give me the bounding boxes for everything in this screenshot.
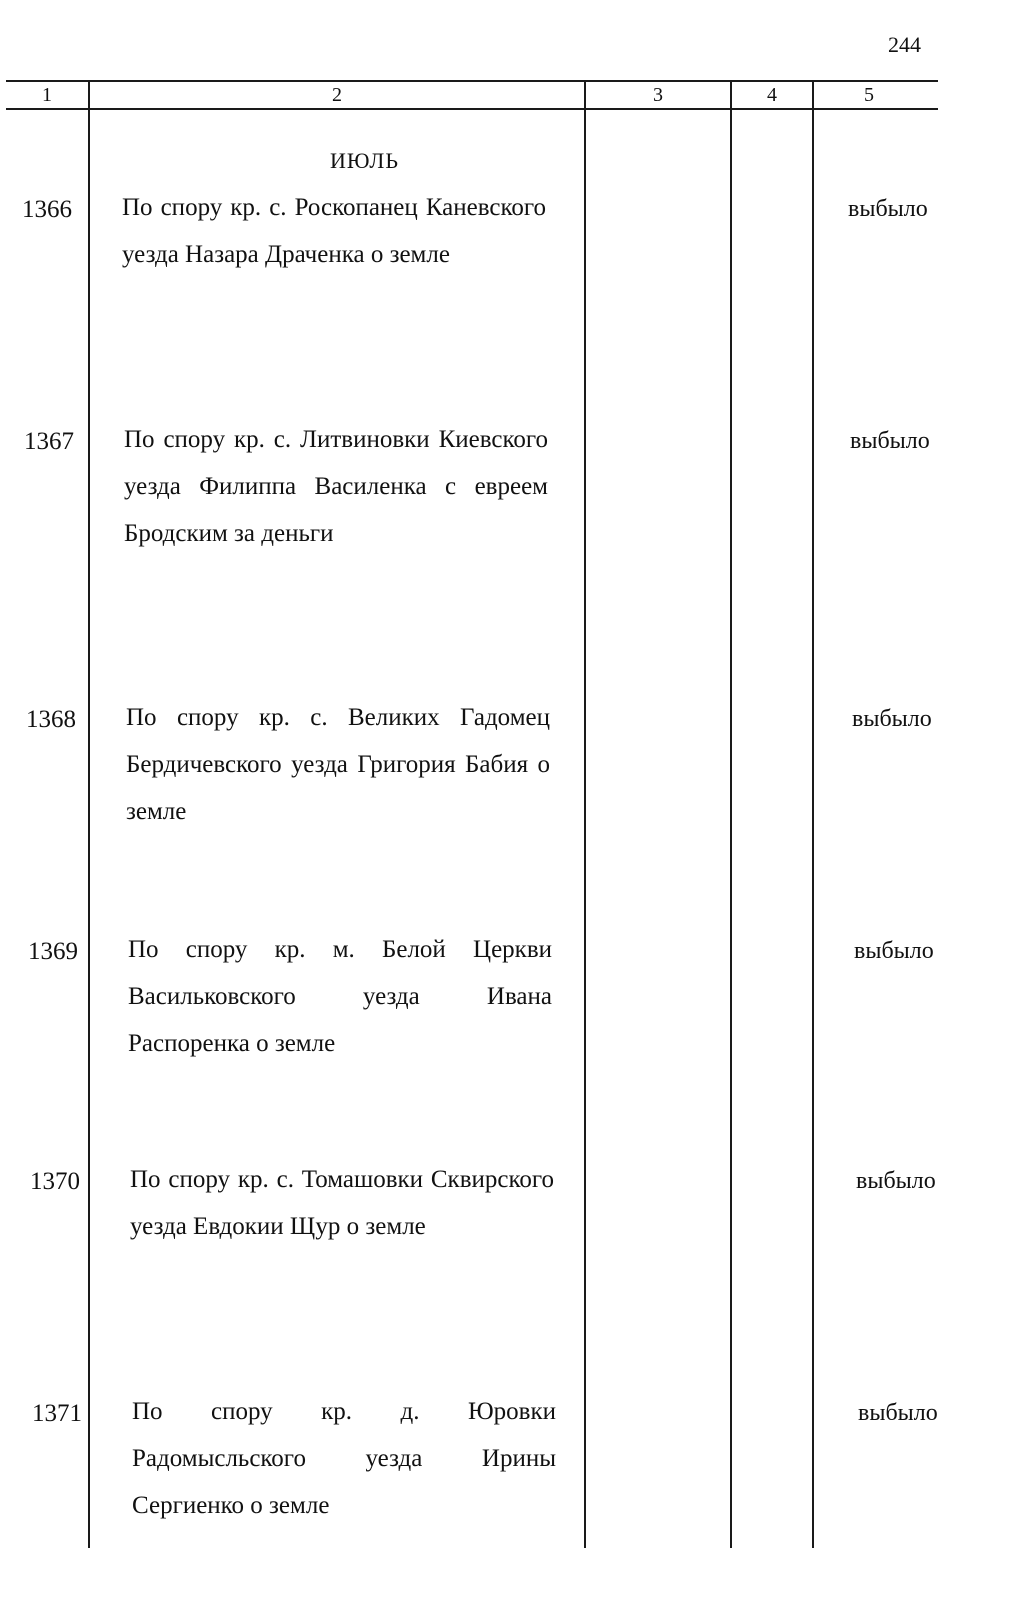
row-number: 1366 [22, 196, 72, 223]
row-status: выбыло [848, 196, 928, 222]
header-col-2: 2 [332, 84, 342, 106]
row-number: 1370 [30, 1168, 80, 1195]
column-divider-3 [730, 80, 732, 1548]
month-heading: ИЮЛЬ [330, 148, 399, 173]
column-divider-4 [812, 80, 814, 1548]
header-col-1: 1 [42, 84, 52, 106]
row-status: выбыло [856, 1168, 936, 1194]
row-description: По спору кр. д. Юровки Радомысльского уезда Ирины Сергиенко о земле [132, 1398, 556, 1519]
row-status: выбыло [852, 706, 932, 732]
header-col-3: 3 [653, 84, 663, 106]
header-col-4: 4 [767, 84, 777, 106]
column-divider-2 [584, 80, 586, 1548]
row-number: 1371 [32, 1400, 82, 1427]
row-description: По спору кр. с. Великих Гадомец Бердичевского уезда Григория Бабия о земле [126, 704, 550, 825]
header-col-5: 5 [864, 84, 874, 106]
row-number: 1368 [26, 706, 76, 733]
row-status: выбыло [854, 938, 934, 964]
row-status: выбыло [858, 1400, 938, 1426]
row-number: 1367 [24, 428, 74, 455]
row-description: По спору кр. с. Томашовки Сквирского уезда Евдокии Щур о земле [130, 1166, 554, 1240]
table-top-rule [6, 80, 938, 82]
column-divider-1 [88, 80, 90, 1548]
row-status: выбыло [850, 428, 930, 454]
row-number: 1369 [28, 938, 78, 965]
row-description: По спору кр. м. Белой Церкви Васильковского уезда Ивана Распоренка о земле [128, 936, 552, 1057]
row-description: По спору кр. с. Роскопанец Каневского уезда Назара Драченка о земле [122, 194, 546, 268]
header-bottom-rule [6, 108, 938, 110]
page-number: 244 [888, 32, 921, 57]
row-description: По спору кр. с. Литвиновки Киевского уезда Филиппа Василенка с евреем Бродским за деньги [124, 426, 548, 547]
